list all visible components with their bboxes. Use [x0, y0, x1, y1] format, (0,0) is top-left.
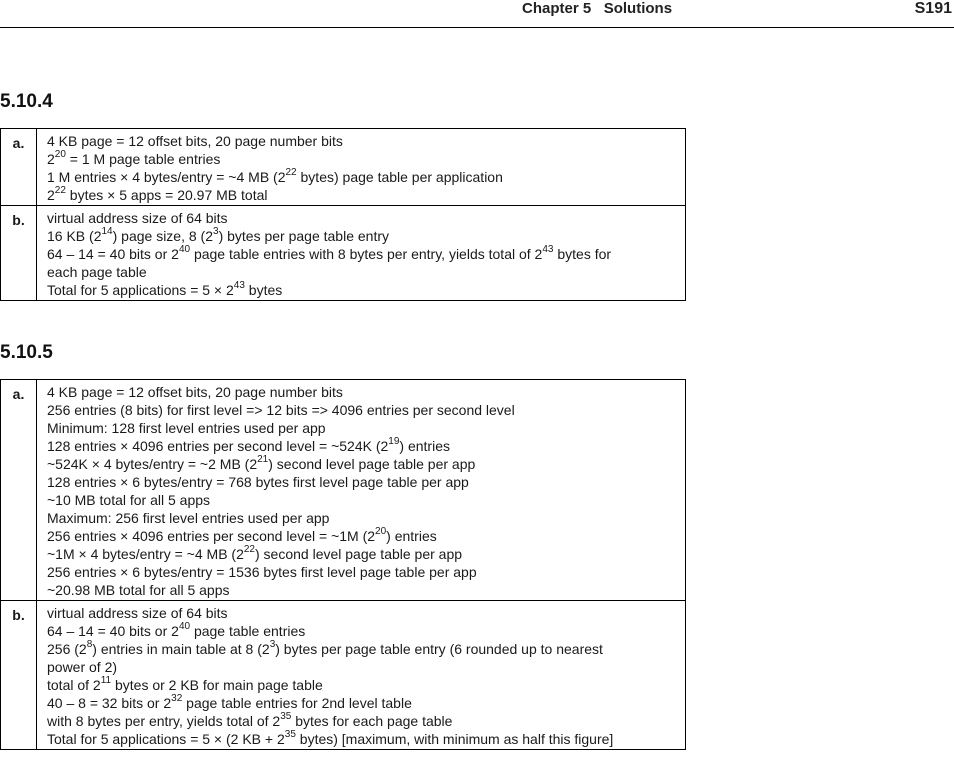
content-line: 256 entries × 6 bytes/entry = 1536 bytes first level page table per app [47, 564, 477, 580]
content-line: 256 entries (8 bits) for first level => 12 bits => 4096 entries per second level [47, 402, 515, 418]
exponent: 22 [243, 544, 255, 556]
table-row [1, 129, 686, 206]
exponent: 43 [233, 280, 245, 292]
content-line: 16 KB $(2^{14})$ page size, 8 $(2^3)$ bytes per page table entry [47, 226, 389, 244]
content-line: 64 – 14 = 40 bits or $2^{40}$ page table entries [47, 621, 306, 639]
content-line: $2^{22}$ bytes × 5 apps = 20.97 MB total [47, 185, 268, 203]
solution-table-5-10-5 [0, 379, 686, 750]
running-head [522, 0, 672, 17]
exponent: 35 [284, 729, 296, 741]
row-content [37, 206, 686, 301]
exponent: 11 [100, 675, 112, 687]
exponent: 22 [285, 167, 297, 179]
content-line: power of 2) [47, 659, 118, 675]
content-line: 4 KB page = 12 offset bits, 20 page number bits [47, 384, 343, 400]
section-title-5-10-5: 5.10.5 [0, 342, 53, 363]
content-line: ~524K × 4 bytes/entry = ~2 MB $(2^{21})$ second level page table per app [47, 454, 476, 472]
page-header [0, 0, 954, 28]
exponent: 32 [171, 693, 183, 705]
exponent: 35 [280, 711, 292, 723]
page-number: S191 [914, 0, 952, 17]
content-line: with 8 bytes per entry, yields total of $2^{35}$ bytes for each page table [47, 711, 453, 729]
exponent: 43 [542, 244, 554, 256]
exponent: 40 [178, 621, 191, 633]
chapter-topic: Solutions [603, 0, 673, 17]
exponent: 3 [269, 639, 276, 651]
row-content [37, 380, 686, 601]
row-label: a. [1, 380, 37, 601]
content-line: 1 M entries × 4 bytes/entry = ~4 MB ($2^{22}$ bytes) page table per application [47, 167, 503, 185]
content-line: 256 entries × 4096 entries per second level = ~1M $(2^{20})$ entries [47, 526, 437, 544]
content-line: ~10 MB total for all 5 apps [47, 492, 211, 508]
content-line: ~1M × 4 bytes/entry = ~4 MB $(2^{22})$ second level page table per app [47, 544, 463, 562]
content-line: 128 entries × 4096 entries per second level = ~524K $(2^{19})$ entries [47, 436, 450, 454]
exponent: 14 [101, 226, 113, 238]
content-line: $2^{20} = 1$ M page table entries [47, 149, 221, 167]
exponent: 20 [375, 526, 387, 538]
content-line: 256 $(2^8)$ entries in main table at 8 $(2^3)$ bytes per page table entry (6 rounded up to nearest [47, 639, 603, 657]
row-label: b. [1, 601, 37, 750]
content-line: 64 – 14 = 40 bits or $2^{40}$ page table entries with 8 bytes per entry, yields total of $2^{43}$ bytes for [47, 244, 612, 262]
content-line: ~20.98 MB total for all 5 apps [47, 582, 230, 598]
row-label: a. [1, 129, 37, 206]
table-row [1, 206, 686, 301]
content-line: 40 – 8 = 32 bits or $2^{32}$ page table entries for 2nd level table [47, 693, 412, 711]
content-line: virtual address size of 64 bits [47, 210, 228, 226]
row-content [37, 129, 686, 206]
exponent: 8 [86, 639, 93, 651]
content-line: Maximum: 256 first level entries used per app [47, 510, 330, 526]
exponent: 21 [257, 454, 269, 466]
exponent: 40 [178, 244, 191, 256]
exponent: 22 [54, 185, 66, 197]
table-row [1, 380, 686, 601]
exponent: 3 [213, 226, 219, 238]
content-line: 128 entries × 6 bytes/entry = 768 bytes first level page table per app [47, 474, 469, 490]
section-title-5-10-4: 5.10.4 [0, 91, 53, 112]
row-label: b. [1, 206, 37, 301]
solution-table-5-10-4 [0, 128, 686, 301]
exponent: 19 [388, 436, 400, 448]
content-line: each page table [47, 264, 147, 280]
chapter-label: Chapter 5 [522, 0, 592, 17]
content-line: virtual address size of 64 bits [47, 605, 228, 621]
exponent: 20 [54, 149, 66, 161]
row-content [37, 601, 686, 750]
content-line: Total for 5 applications = $5 \times 2^{43}$ bytes [47, 280, 283, 298]
content-line: total of $2^{11}$ bytes or 2 KB for main page table [47, 675, 323, 693]
content-line: Minimum: 128 first level entries used per app [47, 420, 326, 436]
content-line: 4 KB page = 12 offset bits, 20 page number bits [47, 133, 343, 149]
content-line: Total for 5 applications = 5 × (2 KB + $2^{35}$ bytes) [maximum, with minimum as half this figure] [47, 729, 614, 747]
table-row [1, 601, 686, 750]
